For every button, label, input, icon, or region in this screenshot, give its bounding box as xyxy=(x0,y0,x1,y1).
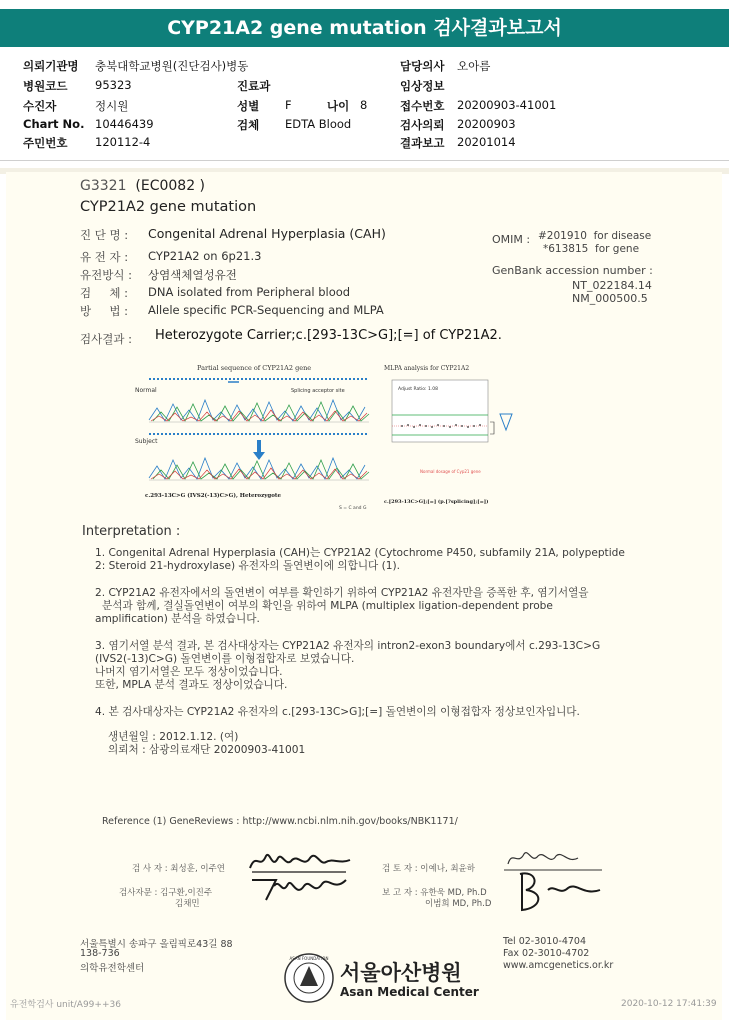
interp-line-3: 2. CYP21A2 유전자에서의 돌연변이 여부를 확인하기 위하여 CYP21A2 유전자만을 증폭한 후, 염기서열을 xyxy=(95,587,589,599)
signature-reporter xyxy=(500,866,610,916)
header-row-institution: 의뢰기관명 충북대학교병원(진단검사)병동 xyxy=(23,59,249,73)
mlpa-note: Normal dosage of Cyp21 gene xyxy=(420,469,481,474)
mlpa-figure xyxy=(380,360,520,510)
header-row-chart-no: Chart No. 10446439 xyxy=(23,117,154,131)
interp-line-10: 4. 본 검사대상자는 CYP21A2 유전자의 c.[293-13C>G];[=] 돌연변이의 이형접합자 정상보인자입니다. xyxy=(95,706,580,718)
info-specimen-value: DNA isolated from Peripheral blood xyxy=(148,285,351,299)
header-sex-label: 성별 xyxy=(237,99,260,113)
info-diagnosis-label: 진 단 명 : xyxy=(80,228,129,242)
header-age-label: 나이 xyxy=(327,99,350,113)
omim-disease: #201910 for disease xyxy=(538,230,652,242)
seq-subject-label: Subject xyxy=(135,438,158,445)
contact-fax: Fax 02-3010-4702 xyxy=(503,948,590,959)
address-line-1: 서울특별시 송파구 올림픽로43길 88 xyxy=(80,939,233,950)
omim-label: OMIM : xyxy=(492,233,531,246)
header-specimen-value: EDTA Blood xyxy=(285,117,352,131)
header-row-clinical: 임상정보 xyxy=(400,79,445,93)
mutation-arrow xyxy=(253,440,265,460)
info-specimen-label: 검 체 : xyxy=(80,286,129,300)
test-name: CYP21A2 gene mutation xyxy=(80,199,257,215)
header-dept-label: 진료과 xyxy=(237,79,271,93)
seq-splicing-label: Splicing acceptor site xyxy=(291,388,345,394)
genbank-accession-1: NT_022184.14 xyxy=(572,279,652,292)
header-row-hospital-code: 병원코드 95323 xyxy=(23,78,132,93)
address-line-3: 의학유전학센터 xyxy=(80,963,145,974)
header-age-value: 8 xyxy=(360,98,368,112)
header-specimen-label: 검체 xyxy=(237,118,260,132)
mlpa-callout xyxy=(500,414,512,430)
footer-left: 유전학검사 unit/A99++36 xyxy=(10,1000,121,1010)
header-row-request-date: 검사의뢰 20200903 xyxy=(400,117,516,132)
interp-line-8: 나머지 염기서열은 모두 정상이었습니다. xyxy=(95,666,283,678)
result-value: Heterozygote Carrier;c.[293-13C>G];[=] of CYP21A2. xyxy=(155,328,502,343)
birth-date: 생년월일 : 2012.1.12. (여) xyxy=(108,731,239,743)
report-title: CYP21A2 gene mutation 검사결과보고서 xyxy=(0,9,729,47)
contact-tel: Tel 02-3010-4704 xyxy=(503,936,586,947)
header-row-resident-no: 주민번호 120112-4 xyxy=(23,135,151,150)
sign-reviewer: 검 토 자 : 이예나, 최윤하 xyxy=(382,864,475,874)
sign-reporter-2: 이범희 MD, Ph.D xyxy=(425,899,492,909)
svg-text:ASAN FOUNDATION: ASAN FOUNDATION xyxy=(289,956,329,961)
contact-web: www.amcgenetics.or.kr xyxy=(503,960,614,971)
sequence-figure xyxy=(135,360,380,515)
omim-gene: *613815 for gene xyxy=(543,243,640,255)
seq-title: Partial sequence of CYP21A2 gene xyxy=(197,364,312,372)
sign-advisor-2: 김채민 xyxy=(175,899,200,909)
info-method-label: 방 법 : xyxy=(80,304,129,318)
seq-caption: c.293-13C>G (IVS2(-13)C>G), Heterozygote xyxy=(145,493,281,499)
result-label: 검사결과 : xyxy=(80,332,132,346)
seq-trace-normal-green xyxy=(153,402,369,421)
genbank-accession-2: NM_000500.5 xyxy=(572,292,648,305)
info-diagnosis-value: Congenital Adrenal Hyperplasia (CAH) xyxy=(148,226,386,241)
sign-reporter-1: 보 고 자 : 유한욱 MD, Ph.D xyxy=(382,888,487,898)
info-inheritance-value: 상염색체열성유전 xyxy=(148,268,237,282)
mlpa-caption: c.[293-13C>G];[=] (p.[?splicing];[=]) xyxy=(384,499,489,505)
info-method-value: Allele specific PCR-Sequencing and MLPA xyxy=(148,303,384,317)
seq-trace-subject-red xyxy=(151,468,367,479)
interp-line-7: (IVS2(-13)C>G) 돌연변이를 이형접합자로 보였습니다. xyxy=(95,653,355,665)
reference: Reference (1) GeneReviews : http://www.ncbi.nlm.nih.gov/books/NBK1171/ xyxy=(102,816,458,827)
address-line-2: 138-736 xyxy=(80,948,120,959)
interpretation-title: Interpretation : xyxy=(82,524,181,539)
genbank-label: GenBank accession number : xyxy=(492,264,653,277)
header-sex-value: F xyxy=(285,98,292,112)
mlpa-title: MLPA analysis for CYP21A2 xyxy=(384,365,470,372)
interp-line-1: 1. Congenital Adrenal Hyperplasia (CAH)는 CYP21A2 (Cytochrome P450, subfamily 21A, polypeptide xyxy=(95,547,625,559)
seq-note: S = C and G xyxy=(339,506,367,511)
header-row-receipt-no: 접수번호 20200903-41001 xyxy=(400,98,557,113)
info-gene-value: CYP21A2 on 6p21.3 xyxy=(148,249,262,263)
hospital-name-en: Asan Medical Center xyxy=(340,985,479,999)
header-row-doctor: 담당의사 오아름 xyxy=(400,59,491,73)
test-code: G3321 (EC0082 ) xyxy=(80,178,206,194)
interp-line-6: 3. 염기서열 분석 결과, 본 검사대상자는 CYP21A2 유전자의 intron2-exon3 boundary에서 c.293-13C>G xyxy=(95,640,601,652)
interp-line-9: 또한, MPLA 분석 결과도 정상이었습니다. xyxy=(95,679,288,691)
seq-trace-subject-green xyxy=(153,460,369,479)
header-row-report-date: 결과보고 20201014 xyxy=(400,135,516,150)
mlpa-bracket xyxy=(490,422,494,434)
footer-timestamp: 2020-10-12 17:41:39 xyxy=(621,999,717,1009)
info-gene-label: 유 전 자 : xyxy=(80,250,129,264)
interp-line-4: 분석과 함께, 결실돌연변이 여부의 확인을 위하여 MLPA (multiplex ligation-dependent probe xyxy=(102,600,553,612)
interp-line-2: 2: Steroid 21-hydroxylase) 유전자의 돌연변이에 의합니다 (1). xyxy=(95,560,401,572)
info-inheritance-label: 유전방식 : xyxy=(80,268,132,282)
client-info: 의뢰처 : 삼광의료재단 20200903-41001 xyxy=(108,744,306,756)
signature-advisor xyxy=(246,870,356,906)
seq-trace-normal-red xyxy=(151,410,367,421)
hospital-name-ko: 서울아산병원 xyxy=(340,961,462,985)
seq-letters-top xyxy=(149,376,369,382)
mlpa-ratio: Adjust Ratio: 1.08 xyxy=(398,387,439,392)
sign-tester: 검 사 자 : 최성훈, 이주연 xyxy=(132,864,225,874)
interp-line-5: amplification) 분석을 하였습니다. xyxy=(95,613,260,625)
seq-normal-label: Normal xyxy=(135,387,157,394)
asan-foundation-seal xyxy=(283,952,335,1004)
header-divider xyxy=(0,160,729,161)
sign-advisor-1: 검사자문 : 김구환,이진주 xyxy=(119,888,213,898)
header-row-patient: 수진자 정시원 xyxy=(23,99,129,113)
